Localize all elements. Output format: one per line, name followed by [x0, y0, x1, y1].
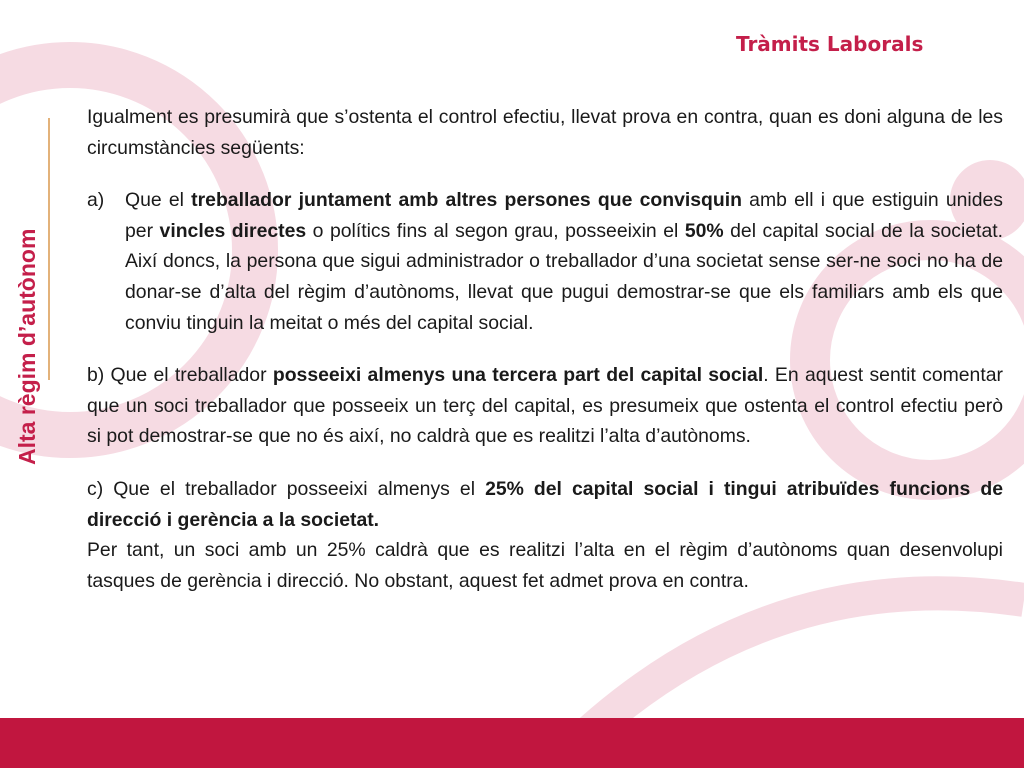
intro-paragraph: Igualment es presumirà que s’ostenta el control efectiu, llevat prova en contra, quan es doni alguna de les circumstàncies següents: [87, 106, 1003, 159]
emphasis-text: treballador juntament amb altres persones que convisquin [191, 189, 742, 212]
spacer [87, 163, 1003, 185]
spacer [87, 338, 1003, 360]
emphasis-text: 25% del capital social i tingui atribuïdes funcions de direcció i gerència a la societat. [87, 477, 1003, 531]
emphasis-text: vincles directes [159, 219, 307, 242]
list-item-c [87, 474, 1003, 535]
text-segment: amb ell i que estiguin unides per [125, 189, 1003, 242]
conclusion-paragraph: Per tant, un soci amb un 25% caldrà que es realitzi l’alta en el règim d’autònoms quan desenvolupi tasques de gerència i direcció. No obstant, aquest fet admet prova en contra. [87, 539, 1003, 592]
list-item-a [87, 185, 1003, 338]
emphasis-text: 50% [684, 219, 724, 242]
list-item-a-label: a) [87, 189, 105, 212]
list-item-b [87, 360, 1003, 452]
sidebar-vertical-title: Alta règim d’autònom [14, 228, 40, 465]
footer-bar [0, 718, 1024, 768]
text-segment: o polítics fins al segon grau, posseeixin el [306, 219, 685, 242]
text-segment: del capital social de la societat. Així doncs, la persona que sigui administrador o treballador d’una societat sense ser-ne soci no ha de donar-se d’alta del règim d’autònoms, llevat que pugui demostrar-se que els familiars amb els que conviu tinguin la meitat o més del capital social. [125, 219, 1003, 334]
emphasis-text: posseeixi almenys una tercera part del capital social [272, 364, 764, 387]
main-content [87, 102, 1003, 596]
text-segment: Que el [125, 189, 192, 212]
text-segment: . En aquest sentit comentar que un soci treballador que posseeix un terç del capital, es presumeix que ostenta el control efectiu però si pot demostrar-se que no és així, no caldrà que es realitzi l’alta d’autònoms. [87, 364, 1003, 448]
spacer [87, 452, 1003, 474]
text-segment: b) Que el treballador [87, 364, 273, 387]
page-header-title: Tràmits Laborals [736, 32, 924, 56]
sidebar-divider [48, 118, 50, 380]
list-item-a-text [125, 185, 1003, 338]
text-segment: c) Que el treballador posseeixi almenys el [87, 477, 486, 500]
